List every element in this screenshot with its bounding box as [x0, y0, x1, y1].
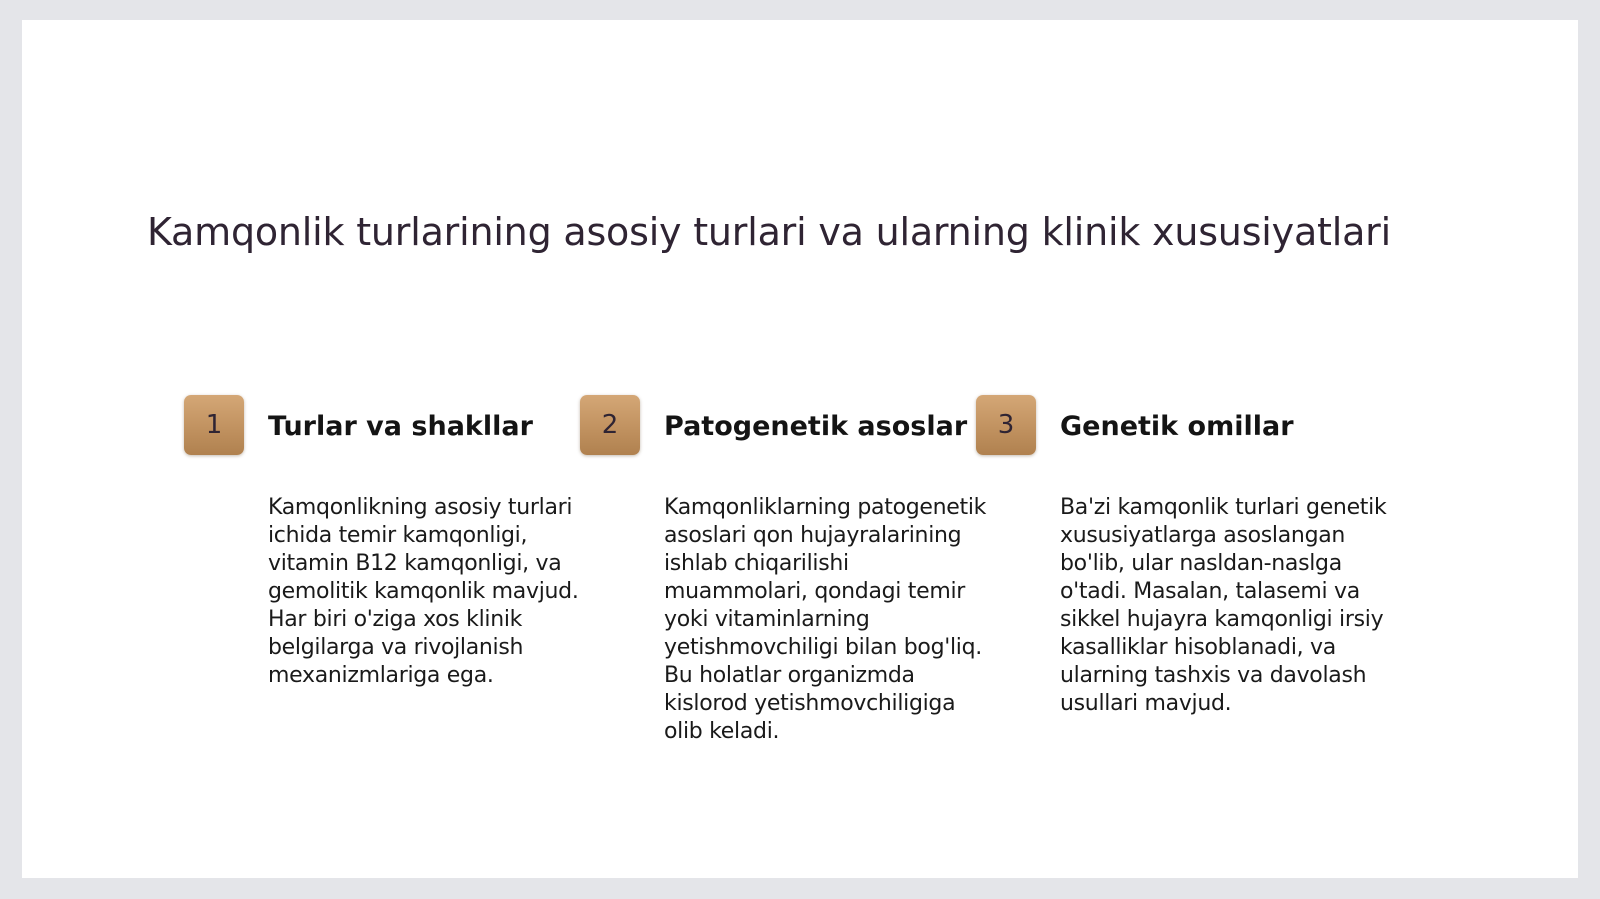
card-text: Kamqonliklarning patogenetik asoslari qon hujayralarining ishlab chiqarilishi muammolari, qondagi temir yoki vitaminlarning yetishmovchiligi bilan bog'liq. Bu holatlar organizmda kislorod yetishmovchiligiga olib keladi. — [664, 495, 987, 744]
card-text: Kamqonlikning asosiy turlari ichida temir kamqonligi, vitamin B12 kamqonligi, va gemolitik kamqonlik mavjud. Har biri o'ziga xos klinik belgilarga va rivojlanish mexanizmlariga ega. — [268, 495, 579, 688]
number-badge: 2 — [580, 395, 640, 455]
card-heading: Turlar va shakllar — [268, 411, 533, 442]
card-types — [184, 395, 579, 755]
card-genetics — [976, 395, 1387, 755]
number-badge: 3 — [976, 395, 1036, 455]
card-pathogenesis — [580, 395, 987, 755]
slide — [22, 20, 1578, 878]
card-heading: Patogenetik asoslar — [664, 411, 968, 442]
number-badge: 1 — [184, 395, 244, 455]
card-heading: Genetik omillar — [1060, 411, 1294, 442]
card-text: Ba'zi kamqonlik turlari genetik xususiyatlarga asoslangan bo'lib, ular nasldan-naslga o'tadi. Masalan, talasemi va sikkel hujayra kamqonligi irsiy kasalliklar hisoblanadi, va ularning tashxis va davolash usullari mavjud. — [1060, 495, 1387, 716]
slide-title: Kamqonlik turlarining asosiy turlari va ularning klinik xususiyatlari — [147, 210, 1391, 254]
